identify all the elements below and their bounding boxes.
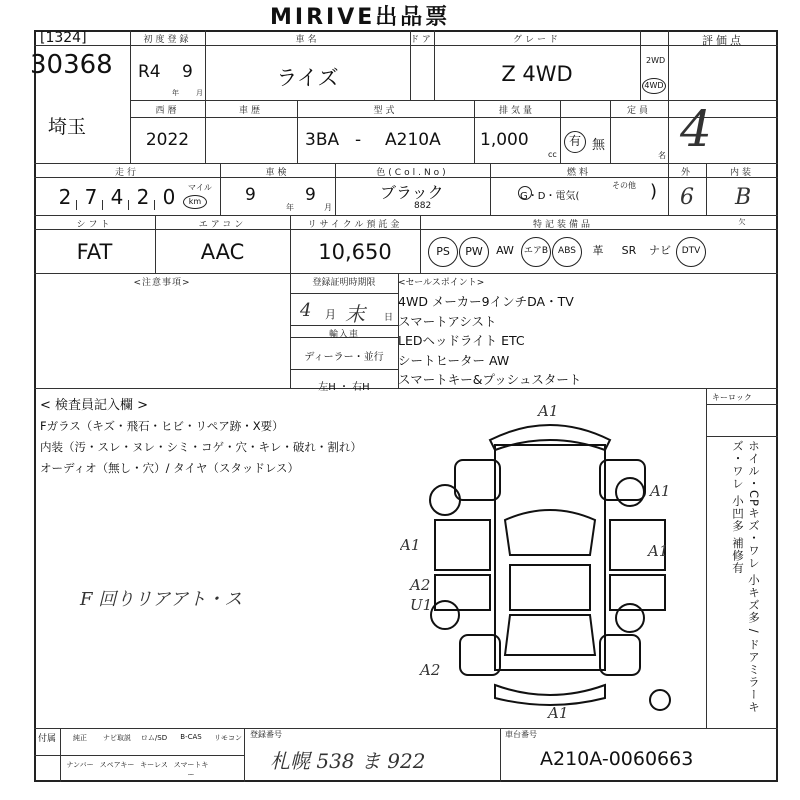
keylock-label: キーロック (712, 393, 752, 402)
katashiki-a: 3BA (305, 130, 340, 150)
mileage-label: 走行 (114, 168, 139, 178)
reg-month-unit: 月 (196, 89, 203, 97)
drive-2wd: 2WD (646, 56, 666, 65)
mileage-digit-separator (128, 200, 129, 210)
lot-number: 30368 (30, 50, 113, 80)
katashiki-label: 型式 (373, 106, 398, 116)
chassis-label: 車歴 (238, 106, 263, 116)
sales-point-item: シートヒーター AW (398, 352, 510, 368)
capacity-label: 定員 (626, 106, 651, 116)
accessory-item: ナンバー (66, 761, 94, 769)
row-divider (706, 436, 778, 437)
int-label: 内装 (729, 168, 754, 178)
import-hand: 左H ・ 右H (318, 382, 370, 393)
mileage-digit-separator (102, 200, 103, 210)
inspector-note-item: Fガラス（キズ・飛石・ヒビ・リペア跡・X要） (40, 419, 284, 433)
inspector-label: < 検査員記入欄 > (40, 398, 149, 413)
reg-number: 札幌 538 ま 922 (270, 749, 426, 773)
accessory-item: リモコン (214, 734, 242, 742)
car-diagram (400, 400, 700, 725)
import-label: 輸入車 (328, 330, 359, 340)
insp-month-unit: 月 (324, 203, 332, 212)
inspector-note-item: オーディオ（無し・穴）/ タイヤ（スタッドレス） (40, 461, 300, 475)
row-divider (34, 215, 778, 216)
equipment-item: PS (428, 237, 458, 267)
fuel-options: G・D・電気( (520, 191, 580, 202)
lot-code: [1324] (40, 30, 87, 46)
damage-mark: A1 (538, 402, 559, 420)
caution-label: <注意事項> (133, 278, 191, 288)
col-divider (500, 728, 501, 782)
equipment-item: 革 (592, 244, 604, 257)
left-front-door (435, 520, 490, 570)
row-divider (34, 45, 778, 46)
displacement-value: 1,000 (480, 130, 529, 150)
reg-month: 9 (182, 62, 193, 82)
right-rear-wheel (616, 604, 644, 632)
row-divider (290, 325, 398, 326)
damage-mark: A2 (410, 576, 431, 594)
equipment-item: ABS (552, 237, 582, 267)
row-divider (34, 728, 778, 729)
vin-label: 車台番号 (505, 730, 537, 739)
deadline-label: 登録証明時期限 (312, 278, 376, 288)
katashiki-sep: - (355, 130, 362, 150)
left-rear-wheel (431, 601, 459, 629)
rear-bumper (495, 685, 605, 705)
color-label: 色(Col.No) (376, 168, 449, 178)
import-dealer: ディーラー・並行 (304, 352, 384, 363)
sales-point-item: スマートアシスト (398, 313, 497, 329)
deadline-end: 末 (345, 302, 365, 326)
cc-unit: cc (548, 150, 557, 159)
ownership-yu-circled: 有 (564, 131, 586, 153)
region: 埼玉 (48, 116, 87, 138)
mileage-digit: 2 (58, 185, 72, 209)
insp-month: 9 (305, 185, 316, 205)
accessory-item: B-CAS (180, 733, 202, 741)
fuel-close-paren: ) (650, 181, 658, 202)
fuel-other: その他 (612, 181, 636, 190)
mileage-digit-separator (154, 200, 155, 210)
mileage-digit: 7 (84, 185, 98, 209)
row-divider (706, 404, 778, 405)
rating-label: 評価点 (702, 34, 744, 47)
drive-4wd-circled: 4WD (642, 78, 666, 94)
equipment-item: AW (496, 244, 514, 257)
insp-year: 9 (245, 185, 256, 205)
aircon-label: エアコン (198, 220, 247, 230)
color-name: ブラック (380, 183, 444, 202)
first-reg-label: 初度登録 (143, 35, 192, 45)
left-front-wheel (430, 485, 460, 515)
col-divider (706, 388, 707, 728)
inspector-note-item: 内装（汚・スレ・ヌレ・シミ・コゲ・穴・キレ・破れ・割れ） (40, 440, 362, 454)
mile-unit: マイル (188, 183, 212, 192)
right-rear-door (610, 575, 665, 610)
equipment-item: エアB (521, 237, 551, 267)
deadline-month: 4 (300, 300, 312, 321)
accessory-item: ナビ取説 (103, 734, 131, 742)
capacity-unit: 名 (658, 151, 666, 160)
deadline-month-label: 月 (325, 308, 336, 321)
reg-year-unit: 年 (172, 89, 179, 97)
recycle-label: リサイクル預託金 (307, 220, 403, 230)
row-divider (34, 755, 244, 756)
mileage-digit: 2 (136, 185, 150, 209)
left-front-fender (455, 460, 500, 500)
inspection-label: 車検 (265, 168, 290, 178)
model-label: 車名 (295, 35, 320, 45)
mileage-digit-separator (76, 200, 77, 210)
row-divider (34, 273, 778, 274)
insp-year-unit: 年 (286, 203, 294, 212)
spare-tire (650, 690, 670, 710)
color-number: 882 (414, 201, 432, 211)
equipment-item: ナビ (649, 244, 671, 257)
damage-mark: A1 (400, 536, 421, 554)
damage-mark: A1 (548, 704, 569, 722)
model-name: ライズ (276, 66, 339, 90)
displacement-label: 排気量 (498, 106, 535, 116)
sales-point-item: 4WD メーカー9インチDA・TV (398, 294, 574, 309)
doors-label: ドア (410, 35, 434, 45)
shift-label: シフト (76, 220, 113, 230)
right-front-wheel (616, 478, 644, 506)
col-divider (640, 30, 641, 100)
col-divider (668, 30, 669, 215)
equipment-item: DTV (676, 237, 706, 267)
vin-value: A210A-0060663 (540, 748, 694, 770)
ketsu-label: 欠 (738, 218, 746, 226)
katashiki-b: A210A (385, 130, 441, 150)
reg-era: R4 (138, 62, 161, 82)
damage-mark: U1 (410, 596, 433, 614)
row-divider (34, 388, 778, 389)
damage-mark: A2 (420, 661, 441, 679)
accessory-item: 純正 (73, 734, 87, 742)
sales-points-label: <セールスポイント> (398, 278, 485, 288)
equipment-item: SR (621, 244, 637, 257)
mileage-digit: 4 (110, 185, 124, 209)
int-grade: B (735, 185, 752, 210)
accessory-item: スペアキー (99, 761, 135, 769)
row-divider (290, 369, 398, 370)
rear-window (505, 615, 595, 655)
ownership-mu: 無 (592, 138, 606, 153)
deadline-day-label: 日 (384, 313, 394, 323)
mileage-digit: 0 (162, 185, 176, 209)
accessory-item: スマートキー (173, 761, 209, 779)
col-divider (560, 100, 561, 163)
col-divider (60, 728, 61, 782)
fuel-label: 燃料 (566, 168, 591, 178)
sales-point-item: LEDヘッドライト ETC (398, 333, 525, 348)
damage-mark: A1 (648, 542, 669, 560)
grade-value: Z 4WD (501, 62, 573, 86)
shift-value: FAT (76, 240, 113, 264)
km-unit-circled: km (183, 195, 207, 209)
accessory-item: キーレス (140, 761, 168, 769)
reg-number-label: 登録番号 (250, 730, 282, 739)
document-title: MIRIVE出品票 (270, 5, 451, 30)
equipment-label: 特記装備品 (532, 220, 593, 230)
footer-side-label: 付属 (38, 734, 57, 744)
damage-legend: ホイル・CPキズ・ワレ 小キズ多 / ドアミラーキズ・ワレ 小凹多 補修有 (731, 440, 761, 714)
ext-grade: 6 (680, 185, 694, 210)
rating-value: 4 (680, 100, 712, 158)
aircon-value: AAC (200, 240, 245, 264)
recycle-value: 10,650 (318, 240, 392, 264)
year-label: 西暦 (155, 106, 180, 116)
grade-label: グレード (512, 35, 561, 45)
row-divider (290, 293, 398, 294)
roof (510, 565, 590, 610)
sales-point-item: スマートキー&プッシュスタート (398, 372, 582, 387)
handwritten-note: F 回りリアアト・ス (80, 589, 243, 610)
year-value: 2022 (145, 130, 190, 150)
equipment-item: PW (459, 237, 489, 267)
ext-label: 外 (680, 168, 693, 178)
row-divider (34, 163, 778, 164)
windshield (505, 510, 595, 555)
damage-mark: A1 (650, 482, 671, 500)
accessory-item: ロム/SD (140, 734, 168, 742)
left-rear-door (435, 575, 490, 610)
front-bumper (490, 425, 610, 450)
car-body (495, 445, 605, 670)
